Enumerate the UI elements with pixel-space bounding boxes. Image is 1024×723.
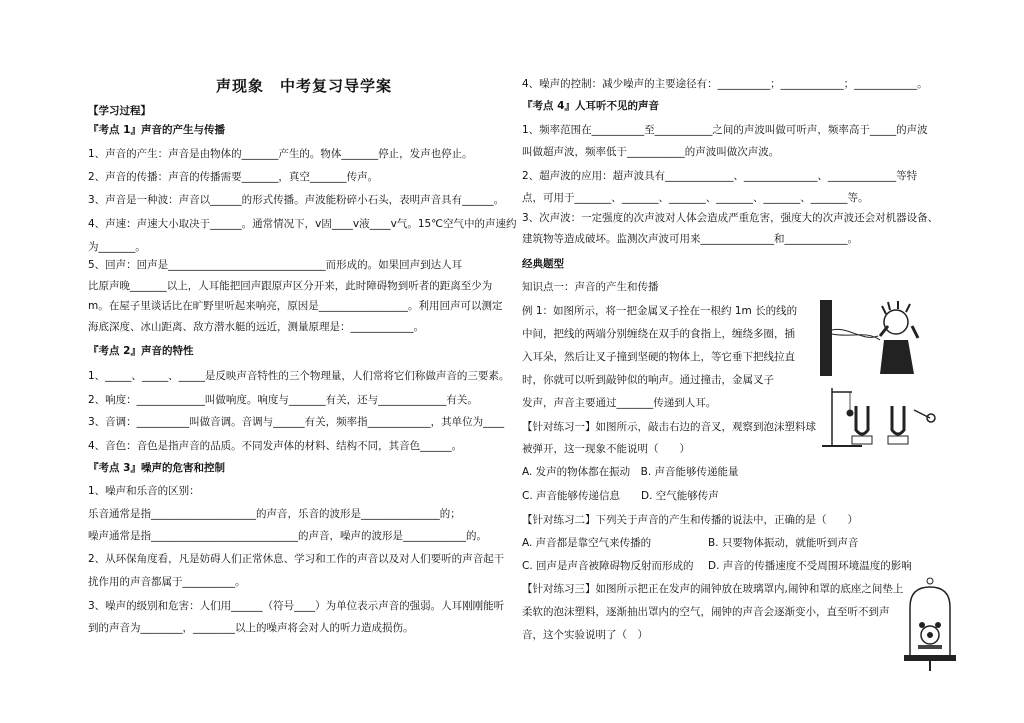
k3-item-3a: 3、噪声的级别和危害：人们用______（符号____）为单位表示声音的强弱。人耳刚刚能听: [88, 600, 505, 612]
k3-heading: 『考点 3』噪声的危害和控制: [88, 462, 225, 474]
k1-item-1: 1、声音的产生：声音是由物体的_______产生的。物体_______停止，发声也停止。: [88, 148, 473, 160]
k1-item-3: 3、声音是一种波：声音以______的形式传播。声波能粉碎小石头，表明声音具有______。: [88, 194, 505, 206]
example-1-line-a: 例 1：如图所示，将一把金属叉子拴在一根约 1m 长的线的: [522, 305, 798, 317]
k1-item-2: 2、声音的传播：声音的传播需要_______，真空_______传声。: [88, 171, 379, 183]
section-heading-process: 【学习过程】: [88, 105, 151, 117]
k2-item-1: 1、_____、_____、_____是反映声音特性的三个物理量，人们常将它们称做声音的三要素。: [88, 370, 510, 382]
k3-item-4: 4、噪声的控制：减少噪声的主要途径有：__________；____________；____________。: [522, 78, 928, 90]
k4-item-2a: 2、超声波的应用：超声波具有_____________、______________、_____________等特: [522, 170, 918, 182]
figure-tuning-forks: [818, 380, 938, 452]
k3-item-1a: 乐音通常是指____________________的声音，乐音的波形是_______________的；: [88, 508, 461, 520]
k1-item-5b: 比原声晚_______以上，人耳能把回声跟原声区分开来，此时障碍物到听者的距离至少为: [88, 280, 493, 292]
practice-2-option-c: C. 回声是声音被障碍物反射而形成的: [522, 560, 694, 572]
practice-2-option-d: D. 声音的传播速度不受周围环境温度的影响: [708, 560, 912, 572]
practice-2-question: 【针对练习二】下列关于声音的产生和传播的说法中，正确的是（ ）: [522, 514, 858, 526]
page-title: 声现象 中考复习导学案: [216, 77, 393, 95]
k2-item-3: 3、音调：__________叫做音调。音调与______有关，频率指____________，其单位为____: [88, 416, 505, 428]
k2-heading: 『考点 2』声音的特性: [88, 345, 194, 357]
k2-item-4: 4、音色：音色是指声音的品质。不同发声体的材料、结构不同，其音色______。: [88, 440, 463, 452]
k3-item-1: 1、噪声和乐音的区别：: [88, 485, 200, 497]
figure-bell-jar: [900, 575, 960, 675]
k1-item-5c: m。在屋子里谈话比在旷野里听起来响亮，原因是_________________。利用回声可以测定: [88, 300, 503, 312]
k4-item-3b: 建筑物等造成破坏。监测次声波可用来______________和____________。: [522, 233, 858, 245]
practice-1-options-cd: C. 声音能够传递信息 D. 空气能够传声: [522, 490, 719, 502]
classic-heading: 经典题型: [522, 258, 564, 270]
k4-item-1a: 1、频率范围在__________至___________之间的声波叫做可听声，频率高于_____的声波: [522, 124, 928, 136]
k3-item-1b: 噪声通常是指____________________________的声音，噪声的波形是____________的。: [88, 530, 487, 542]
figure-fork-listening: [818, 296, 928, 376]
k1-item-5d: 海底深度、冰山距离、敌方潜水艇的远近，测量原理是：____________。: [88, 321, 424, 333]
practice-3-line-c: 音，这个实验说明了（ ）: [522, 629, 648, 641]
k4-heading: 『考点 4』人耳听不见的声音: [522, 100, 659, 112]
practice-1-line-a: 【针对练习一】如图所示，敲击右边的音叉，观察到泡沫塑料球: [522, 421, 816, 433]
k1-heading: 『考点 1』声音的产生与传播: [88, 124, 225, 136]
practice-2-option-b: B. 只要物体振动，就能听到声音: [708, 537, 859, 549]
practice-3-line-b: 柔软的泡沫塑料，逐渐抽出罩内的空气，闹钟的声音会逐渐变小，直至听不到声: [522, 606, 890, 618]
example-1-line-b: 中间，把线的两端分别缠绕在双手的食指上，缠绕多圈，插: [522, 328, 795, 340]
k4-item-1b: 叫做超声波，频率低于___________的声波叫做次声波。: [522, 146, 780, 158]
example-1-line-e: 发声，声音主要通过_______传递到人耳。: [522, 397, 717, 409]
k4-item-2b: 点，可用于_______、_______、_______、_______、_______、_______等。: [522, 192, 869, 204]
practice-2-option-a: A. 声音都是靠空气来传播的: [522, 537, 652, 549]
k1-item-4b: 为_______。: [88, 241, 146, 253]
k1-item-4a: 4、声速：声速大小取决于______。通常情况下，v固____v液____v气。15℃空气中的声速约: [88, 218, 517, 230]
practice-3-line-a: 【针对练习三】如图所示把正在发声的闹钟放在玻璃罩内,闹钟和罩的底座之间垫上: [522, 583, 904, 595]
k3-item-2a: 2、从环保角度看，凡是妨碍人们正常休息、学习和工作的声音以及对人们要听的声音起干: [88, 553, 505, 565]
k1-item-5a: 5、回声：回声是______________________________而形成的。如果回声到达人耳: [88, 259, 463, 271]
example-1-line-d: 时，你就可以听到敲钟似的响声。通过撞击，金属叉子: [522, 374, 774, 386]
k4-item-3a: 3、次声波：一定强度的次声波对人体会造成严重危害，强度大的次声波还会对机器设备、: [522, 212, 939, 224]
k2-item-2: 2、响度：_____________叫做响度。响度与_______有关，还与_____________有关。: [88, 394, 478, 406]
practice-1-line-b: 被弹开，这一现象不能说明（ ）: [522, 443, 690, 455]
k3-item-3b: 到的声音为________，________以上的噪声将会对人的听力造成损伤。: [88, 622, 414, 634]
practice-1-options-ab: A. 发声的物体都在振动 B. 声音能够传递能量: [522, 466, 739, 478]
example-1-line-c: 入耳朵，然后让叉子撞到坚硬的物体上，等它垂下把线拉直: [522, 351, 795, 363]
knowledge-point-1: 知识点一：声音的产生和传播: [522, 281, 659, 293]
k3-item-2b: 扰作用的声音都属于__________。: [88, 576, 246, 588]
